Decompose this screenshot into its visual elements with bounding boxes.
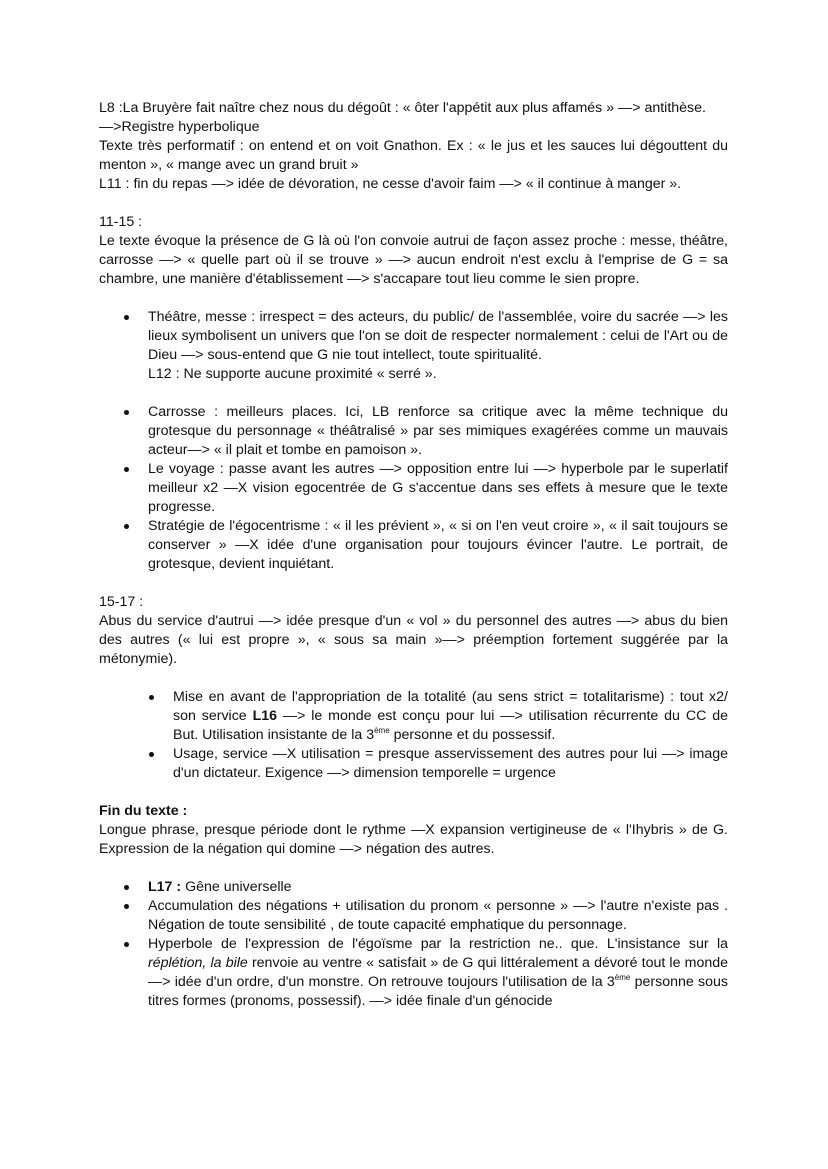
bullet-hyper-italic: réplétion, la bile bbox=[148, 955, 248, 971]
spacer bbox=[99, 289, 728, 308]
bullet-hyper-text-b: renvoie au ventre « satisfait » de G qui littéralement a dévoré tout le monde —> idée d'un ordre, d'un monstre. On retrouve toujours l'utilisation de la 3 bbox=[148, 955, 729, 990]
list-item: Usage, service —X utilisation = presque asservissement des autres pour lui —> image d'un dictateur. Exigence —> dimension temporelle = urgence bbox=[99, 745, 728, 783]
list-item bbox=[99, 878, 728, 897]
bullet-hyper-text-a: Hyperbole de l'expression de l'égoïsme par la restriction ne.. que. L'insistance sur la bbox=[148, 936, 728, 952]
list-item bbox=[99, 308, 728, 384]
bullet-mise-text-a: Mise en avant de l'appropriation de la totalité (au sens strict = totalitarisme) : tout x2/ son service bbox=[173, 689, 728, 724]
spacer bbox=[99, 194, 728, 213]
bullet-l17-text: Gêne universelle bbox=[181, 879, 292, 895]
list-item bbox=[99, 688, 728, 745]
bullet-hyper-sup: ème bbox=[614, 973, 631, 982]
registre-line: —>Registre hyperbolique bbox=[99, 119, 260, 135]
bullet-mise-text-b: —> le monde est conçu pour lui —> utilisation récurrente du CC de But. Utilisation insistante de la 3 bbox=[173, 708, 728, 743]
section-heading-15-17: 15-17 : bbox=[99, 594, 144, 610]
document-page bbox=[99, 99, 728, 1011]
spacer bbox=[99, 384, 728, 403]
spacer bbox=[99, 574, 728, 593]
spacer bbox=[99, 669, 728, 688]
bullet-list-11-15-b bbox=[99, 403, 728, 574]
l11-line: L11 : fin du repas —> idée de dévoration, ne cesse d'avoir faim —> « il continue à manger ». bbox=[99, 176, 682, 192]
fin-heading bbox=[99, 802, 728, 821]
list-item: Le voyage : passe avant les autres —> opposition entre lui —> hyperbole par le superlatif meilleur x2 —X vision egocentrée de G s'accentue dans ses effets à mesure que le texte progresse. bbox=[99, 460, 728, 517]
fin-paragraph: Longue phrase, presque période dont le rythme —X expansion vertigineuse de « l'Ihybris » de G. Expression de la négation qui domine —> négation des autres. bbox=[99, 822, 728, 857]
bullet-list-15-17 bbox=[99, 688, 728, 783]
section-heading-11-15: 11-15 : bbox=[99, 214, 143, 230]
list-item bbox=[99, 935, 728, 1011]
list-item: Carrosse : meilleurs places. Ici, LB renforce sa critique avec la même technique du grotesque du personnage « théâtralisé » par ses mimiques exagérées comme un mauvais acteur—> « il plait et tombe en pamoison ». bbox=[99, 403, 728, 460]
bullet-list-fin bbox=[99, 878, 728, 1011]
bullet-mise-bold: L16 bbox=[252, 708, 278, 724]
bullet-l17-bold: L17 : bbox=[148, 879, 182, 895]
list-item: Stratégie de l'égocentrisme : « il les prévient », « si on l'en veut croire », « il sait toujours se conserver » —X idée d'une organisation pour toujours évincer l'autre. Le portrait, de grotesque, devient inquiétant. bbox=[99, 517, 728, 574]
l8-line: L8 :La Bruyère fait naître chez nous du dégoût : « ôter l'appétit aux plus affamés » —> antithèse. bbox=[99, 100, 706, 116]
fin-heading-text: Fin du texte : bbox=[99, 803, 188, 819]
bullet-mise-sup: ème bbox=[374, 726, 390, 735]
bullet-theatre-text: Théâtre, messe : irrespect = des acteurs, du public/ de l'assemblée, voire du sacrée —> les lieux symbolisent un univers que l'on se doit de respecter normalement : celui de l'Art ou de Dieu —> sous-entend que G nie tout intellect, toute spiritualité. bbox=[148, 309, 728, 363]
bullet-mise-text-c: personne et du possessif. bbox=[389, 727, 556, 743]
section-paragraph-11-15: Le texte évoque la présence de G là où l'on convoie autrui de façon assez proche : messe, théâtre, carrosse —> « quelle part où il se trouve » —> aucun endroit n'est exclu à l'emprise de G = sa chambre, une manière d'établissement —> s'accapare tout lieu comme le sien propre. bbox=[99, 233, 728, 287]
bullet-list-11-15-a bbox=[99, 308, 728, 384]
section-paragraph-15-17: Abus du service d'autrui —> idée presque d'un « vol » du personnel des autres —> abus du bien des autres (« lui est propre », « sous sa main »—> préemption fortement suggérée par la métonymie). bbox=[99, 613, 728, 667]
performatif-line: Texte très performatif : on entend et on voit Gnathon. Ex : « le jus et les sauces lui dégouttent du menton », « mange avec un grand bruit » bbox=[99, 138, 728, 173]
list-item: Accumulation des négations + utilisation du pronom « personne » —> l'autre n'existe pas . Négation de toute sensibilité , de toute capacité emphatique du personnage. bbox=[99, 897, 728, 935]
bullet-hyper-text-c: personne sous titres formes (pronoms, possessif). —> idée finale d'un génocide bbox=[148, 974, 729, 1009]
bullet-theatre-l12: L12 : Ne supporte aucune proximité « serré ». bbox=[148, 366, 437, 382]
spacer bbox=[99, 859, 728, 878]
spacer bbox=[99, 783, 728, 802]
